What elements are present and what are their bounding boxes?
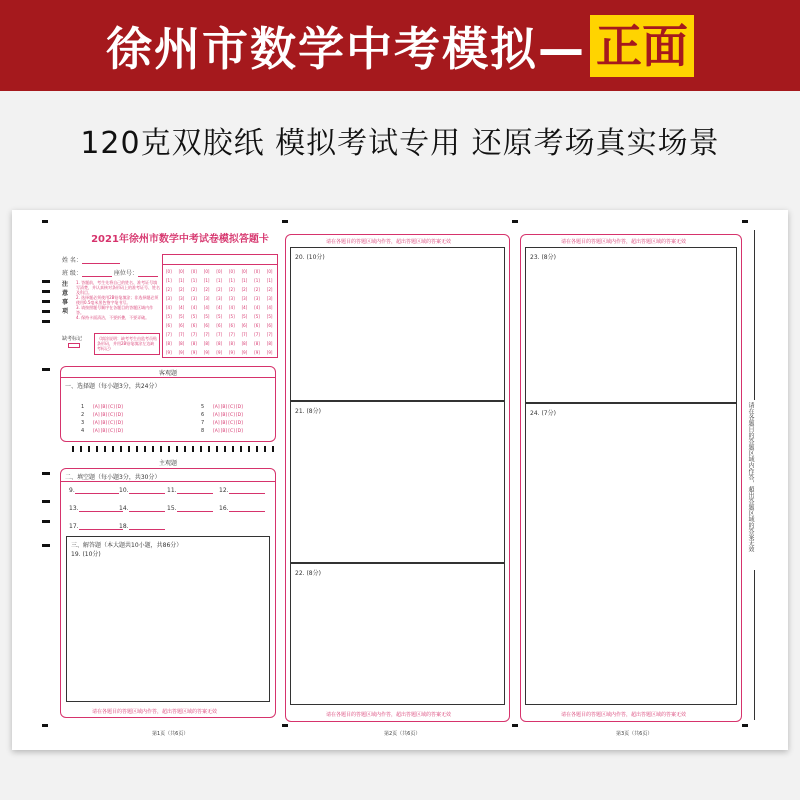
id-bubble[interactable]: [7] [178,332,185,337]
omr-bubble[interactable]: [B] [220,429,228,434]
id-bubble[interactable]: [1] [254,278,260,283]
fill-item: 11. [167,487,213,494]
id-bubble[interactable]: [7] [266,332,273,337]
id-bubble[interactable]: [7] [241,332,248,337]
subtitle: 120克双胶纸 模拟考试专用 还原考场真实场景 [80,126,720,161]
id-bubble[interactable]: [5] [216,314,223,319]
omr-bubble[interactable]: [A] [93,413,100,418]
choice-number: 4 [81,428,85,434]
sheet-title: 2021年徐州市数学中考试卷模拟答题卡 [91,234,269,245]
fill-item: 16. [219,505,265,512]
separator-mark [224,446,226,452]
id-bubble[interactable]: [9] [229,350,235,355]
separator-mark [72,446,74,452]
separator-mark [136,446,138,452]
id-bubble[interactable]: [7] [216,332,223,337]
omr-bubble[interactable]: [A] [93,429,100,434]
id-bubble[interactable]: [8] [216,341,223,346]
answer-area-23[interactable] [525,247,737,403]
timing-mark [42,310,50,313]
omr-bubble[interactable]: [D] [115,429,123,434]
choice-number: 3 [81,420,85,426]
id-bubble[interactable]: [7] [191,332,197,337]
separator-mark [104,446,106,452]
omr-bubble[interactable]: [B] [100,413,108,418]
id-bubble[interactable]: [1] [266,278,273,283]
id-bubble[interactable]: [8] [191,341,197,346]
class-label: 班 级： 座位号： [62,268,158,277]
id-bubble[interactable]: [3] [191,296,197,301]
question-22: 22. (8分) [295,570,321,577]
id-bubble[interactable]: [4] [216,305,223,310]
id-bubble[interactable]: [9] [178,350,185,355]
id-bubble[interactable]: [0] [254,269,260,274]
solve-title: 三、解答题（本大题共10小题，共86分） [71,542,183,549]
fill-item: 18. [119,523,165,530]
subjective-title: 主观题 [158,460,177,467]
omr-bubble[interactable]: [A] [213,429,220,434]
id-bubble[interactable]: [0] [241,269,248,274]
omr-bubble[interactable]: [C] [108,413,115,418]
objective-section [60,366,276,442]
id-bubble[interactable]: [1] [178,278,185,283]
separator-mark [80,446,82,452]
id-bubble[interactable]: [8] [266,341,273,346]
timing-mark [282,724,288,727]
id-bubble[interactable]: [3] [266,296,273,301]
omr-bubble[interactable]: [D] [235,405,243,410]
separator-mark [264,446,266,452]
id-bubble[interactable]: [7] [229,332,235,337]
question-19: 19. (10分) [71,551,101,558]
omr-bubble[interactable]: [D] [115,405,123,410]
question-21: 21. (8分) [295,408,321,415]
separator-mark [248,446,250,452]
id-bubble[interactable]: [2] [241,287,248,292]
omr-bubble[interactable]: [A] [213,413,220,418]
answer-area-24[interactable] [525,403,737,705]
id-bubble[interactable]: [2] [191,287,197,292]
timing-mark [42,368,50,371]
choice-row[interactable] [81,417,124,436]
absent-mark-box[interactable] [68,343,80,348]
side-notice: 请在各题目的答题区域内作答，超出答题区域的答案无效 [747,402,754,552]
id-bubble[interactable]: [9] [254,350,260,355]
omr-bubble[interactable]: [A] [213,421,220,426]
area-notice: 请在各题目的答题区域内作答，超出答题区域的答案无效 [326,712,452,718]
omr-bubble[interactable]: [C] [228,405,235,410]
choice-number: 1 [81,404,85,410]
id-bubble[interactable]: [2] [178,287,185,292]
id-bubble[interactable]: [6] [203,323,210,328]
id-bubble[interactable]: [8] [203,341,210,346]
page-2 [285,234,510,722]
separator-mark [168,446,170,452]
answer-area-20[interactable] [290,247,505,401]
separator-mark [208,446,210,452]
omr-bubble[interactable]: [D] [235,413,243,418]
omr-bubble[interactable]: [B] [220,413,228,418]
timing-mark [282,220,288,223]
separator-mark [184,446,186,452]
id-bubble[interactable]: [9] [191,350,197,355]
banner-title: 徐州市数学中考模拟— [106,21,586,76]
fill-note: 《填涂说明：缺考考生由监考员贴条形码，并用2B铅笔填涂左边缺考标记》 [94,333,160,355]
answer-sheet [12,210,788,750]
omr-bubble[interactable]: [C] [228,429,235,434]
id-bubble[interactable]: [5] [266,314,273,319]
area-notice: 请在各题目的答题区域内作答，超出答题区域的答案无效 [561,239,687,245]
page-number-3: 第3页（共6页） [616,731,653,737]
timing-mark [42,300,50,303]
separator-mark [232,446,234,452]
omr-bubble[interactable]: [C] [108,429,115,434]
omr-bubble[interactable]: [D] [235,421,243,426]
page-3 [520,234,742,722]
id-bubble[interactable]: [5] [178,314,185,319]
omr-bubble[interactable]: [C] [228,413,235,418]
area-notice: 请在各题目的答题区域内作答，超出答题区域的答案无效 [92,709,218,715]
choice-number: 2 [81,412,85,418]
separator-mark [192,446,194,452]
id-bubble[interactable]: [6] [229,323,235,328]
id-bubble[interactable]: [5] [229,314,235,319]
banner-content [0,0,800,91]
omr-bubble[interactable]: [B] [220,405,228,410]
id-bubble[interactable]: [3] [178,296,185,301]
id-bubble[interactable]: [7] [254,332,260,337]
fill-title: 二、填空题（每小题3分，共30分） [65,474,161,481]
omr-bubble[interactable]: [B] [100,405,108,410]
area-notice: 请在各题目的答题区域内作答，超出答题区域的答案无效 [561,712,687,718]
omr-bubble[interactable]: [C] [108,405,115,410]
id-bubble[interactable]: [1] [191,278,197,283]
id-bubble[interactable]: [3] [229,296,235,301]
question-20: 20. (10分) [295,254,325,261]
absent-mark-label: 缺考标记 [62,336,83,342]
separator-mark [112,446,114,452]
id-bubble[interactable]: [1] [241,278,248,283]
omr-bubble[interactable]: [B] [100,421,108,426]
id-bubble[interactable]: [2] [254,287,260,292]
id-bubble[interactable]: [3] [203,296,210,301]
id-bubble[interactable]: [4] [229,305,235,310]
answer-area-19[interactable] [66,536,270,702]
id-bubble[interactable]: [3] [241,296,248,301]
separator-mark [128,446,130,452]
separator-mark [176,446,178,452]
id-bubble[interactable]: [2] [229,287,235,292]
id-bubble[interactable]: [8] [229,341,235,346]
answer-area-22[interactable] [290,563,505,705]
id-column[interactable] [229,267,241,357]
omr-bubble[interactable]: [C] [108,421,115,426]
omr-bubble[interactable]: [C] [228,421,235,426]
id-bubble[interactable]: [0] [216,269,223,274]
id-bubble[interactable]: [4] [254,305,260,310]
separator-mark [144,446,146,452]
id-bubble[interactable]: [6] [166,323,172,328]
id-column[interactable] [242,267,254,357]
separator-mark [152,446,154,452]
id-bubble[interactable]: [4] [203,305,210,310]
id-bubble[interactable]: [6] [266,323,273,328]
separator-mark [216,446,218,452]
omr-bubble[interactable]: [A] [93,421,100,426]
id-bubble[interactable]: [1] [166,278,172,283]
id-bubble[interactable]: [8] [241,341,248,346]
separator-mark [200,446,202,452]
objective-title: 客观题 [158,370,177,377]
id-bubble[interactable]: [1] [229,278,235,283]
id-bubble[interactable]: [2] [216,287,223,292]
omr-bubble[interactable]: [D] [115,421,123,426]
separator-mark [240,446,242,452]
id-column[interactable] [166,267,178,357]
exam-id-grid[interactable] [162,254,278,358]
id-bubble[interactable]: [8] [254,341,260,346]
omr-bubble[interactable]: [B] [100,429,108,434]
separator-mark [272,446,274,452]
id-bubble[interactable]: [7] [203,332,210,337]
omr-bubble[interactable]: [B] [220,421,228,426]
id-bubble[interactable]: [3] [166,296,172,301]
id-bubble[interactable]: [5] [203,314,210,319]
timing-mark [42,290,50,293]
timing-mark [42,472,50,475]
id-column[interactable] [216,267,228,357]
id-bubble[interactable]: [6] [241,323,248,328]
fill-item: 17. [69,523,123,530]
choice-title: 一、选择题（每小题3分，共24分） [65,383,161,390]
id-bubble[interactable]: [0] [266,269,273,274]
id-bubble[interactable]: [1] [216,278,223,283]
fill-item: 13. [69,505,123,512]
id-column[interactable] [179,267,191,357]
separator-mark [160,446,162,452]
id-bubble[interactable]: [9] [266,350,273,355]
id-bubble[interactable]: [6] [178,323,185,328]
id-bubble[interactable]: [4] [241,305,248,310]
timing-mark [742,724,748,727]
omr-bubble[interactable]: [D] [235,429,243,434]
id-bubble[interactable]: [0] [229,269,235,274]
id-bubble[interactable]: [3] [254,296,260,301]
id-bubble[interactable]: [8] [178,341,185,346]
id-bubble[interactable]: [9] [166,350,172,355]
page-number-2: 第2页（共6页） [384,731,421,737]
id-bubble[interactable]: [4] [178,305,185,310]
id-bubble[interactable]: [6] [216,323,223,328]
omr-bubble[interactable]: [A] [213,405,220,410]
timing-mark [512,220,518,223]
id-bubble[interactable]: [9] [216,350,223,355]
id-column[interactable] [204,267,216,357]
choice-number: 7 [201,420,205,426]
timing-mark [42,500,50,503]
separator-mark [256,446,258,452]
id-column[interactable] [191,267,203,357]
id-bubble[interactable]: [9] [241,350,248,355]
id-bubble[interactable]: [3] [216,296,223,301]
separator-mark [120,446,122,452]
timing-mark [42,220,48,223]
id-bubble[interactable]: [5] [191,314,197,319]
id-bubble[interactable]: [6] [254,323,260,328]
id-bubble[interactable]: [2] [166,287,172,292]
id-column[interactable] [267,267,279,357]
timing-mark [42,320,50,323]
fill-item: 14. [119,505,165,512]
id-bubble[interactable]: [4] [166,305,172,310]
id-bubble[interactable]: [4] [191,305,197,310]
id-bubble[interactable]: [8] [166,341,172,346]
id-bubble[interactable]: [6] [191,323,197,328]
timing-mark [42,280,50,283]
choice-row[interactable] [201,417,244,436]
fill-item: 15. [167,505,213,512]
id-bubble[interactable]: [5] [241,314,248,319]
choice-number: 8 [201,428,205,434]
fill-item: 12. [219,487,265,494]
banner-tag: 正面 [590,15,694,77]
separator-mark [88,446,90,452]
page-number-1: 第1页（共6页） [152,731,189,737]
separator-mark [96,446,98,452]
notice-text: 1. 答题前，考生先将自己的姓名、准考证号填写清楚，并认真核对条形码上的准考证号、姓名及科目。 2. 选择题必须使用2B铅笔填涂；非选择题必须使用0.5毫米黑色签字笔书写。 3. 请按照题号顺序在各题目的答题区域内作答。 4. 保持卡面清洁，不要折叠，不要弄破。 [76,280,160,320]
question-23: 23. (8分) [530,254,556,261]
id-bubble[interactable]: [4] [266,305,273,310]
id-bubble[interactable]: [0] [203,269,210,274]
fill-item: 10. [119,487,165,494]
name-label: 姓 名： [62,255,120,264]
id-bubble[interactable]: [7] [166,332,172,337]
fill-item: 9. [69,487,119,494]
timing-mark [42,724,48,727]
id-bubble[interactable]: [0] [178,269,185,274]
timing-mark [42,544,50,547]
choice-number: 6 [201,412,205,418]
id-bubble[interactable]: [5] [254,314,260,319]
notice-label: 注意事项 [62,281,69,315]
id-bubble[interactable]: [1] [203,278,210,283]
omr-bubble[interactable]: [A] [93,405,100,410]
id-column[interactable] [254,267,266,357]
answer-area-21[interactable] [290,401,505,563]
timing-mark [742,220,748,223]
timing-mark [42,520,50,523]
timing-mark [512,724,518,727]
omr-bubble[interactable]: [D] [115,413,123,418]
id-bubble[interactable]: [2] [203,287,210,292]
id-bubble[interactable]: [0] [191,269,197,274]
id-bubble[interactable]: [5] [166,314,172,319]
choice-number: 5 [201,404,205,410]
id-bubble[interactable]: [2] [266,287,273,292]
area-notice: 请在各题目的答题区域内作答，超出答题区域的答案无效 [326,239,452,245]
id-bubble[interactable]: [0] [166,269,172,274]
question-24: 24. (7分) [530,410,556,417]
id-bubble[interactable]: [9] [203,350,210,355]
